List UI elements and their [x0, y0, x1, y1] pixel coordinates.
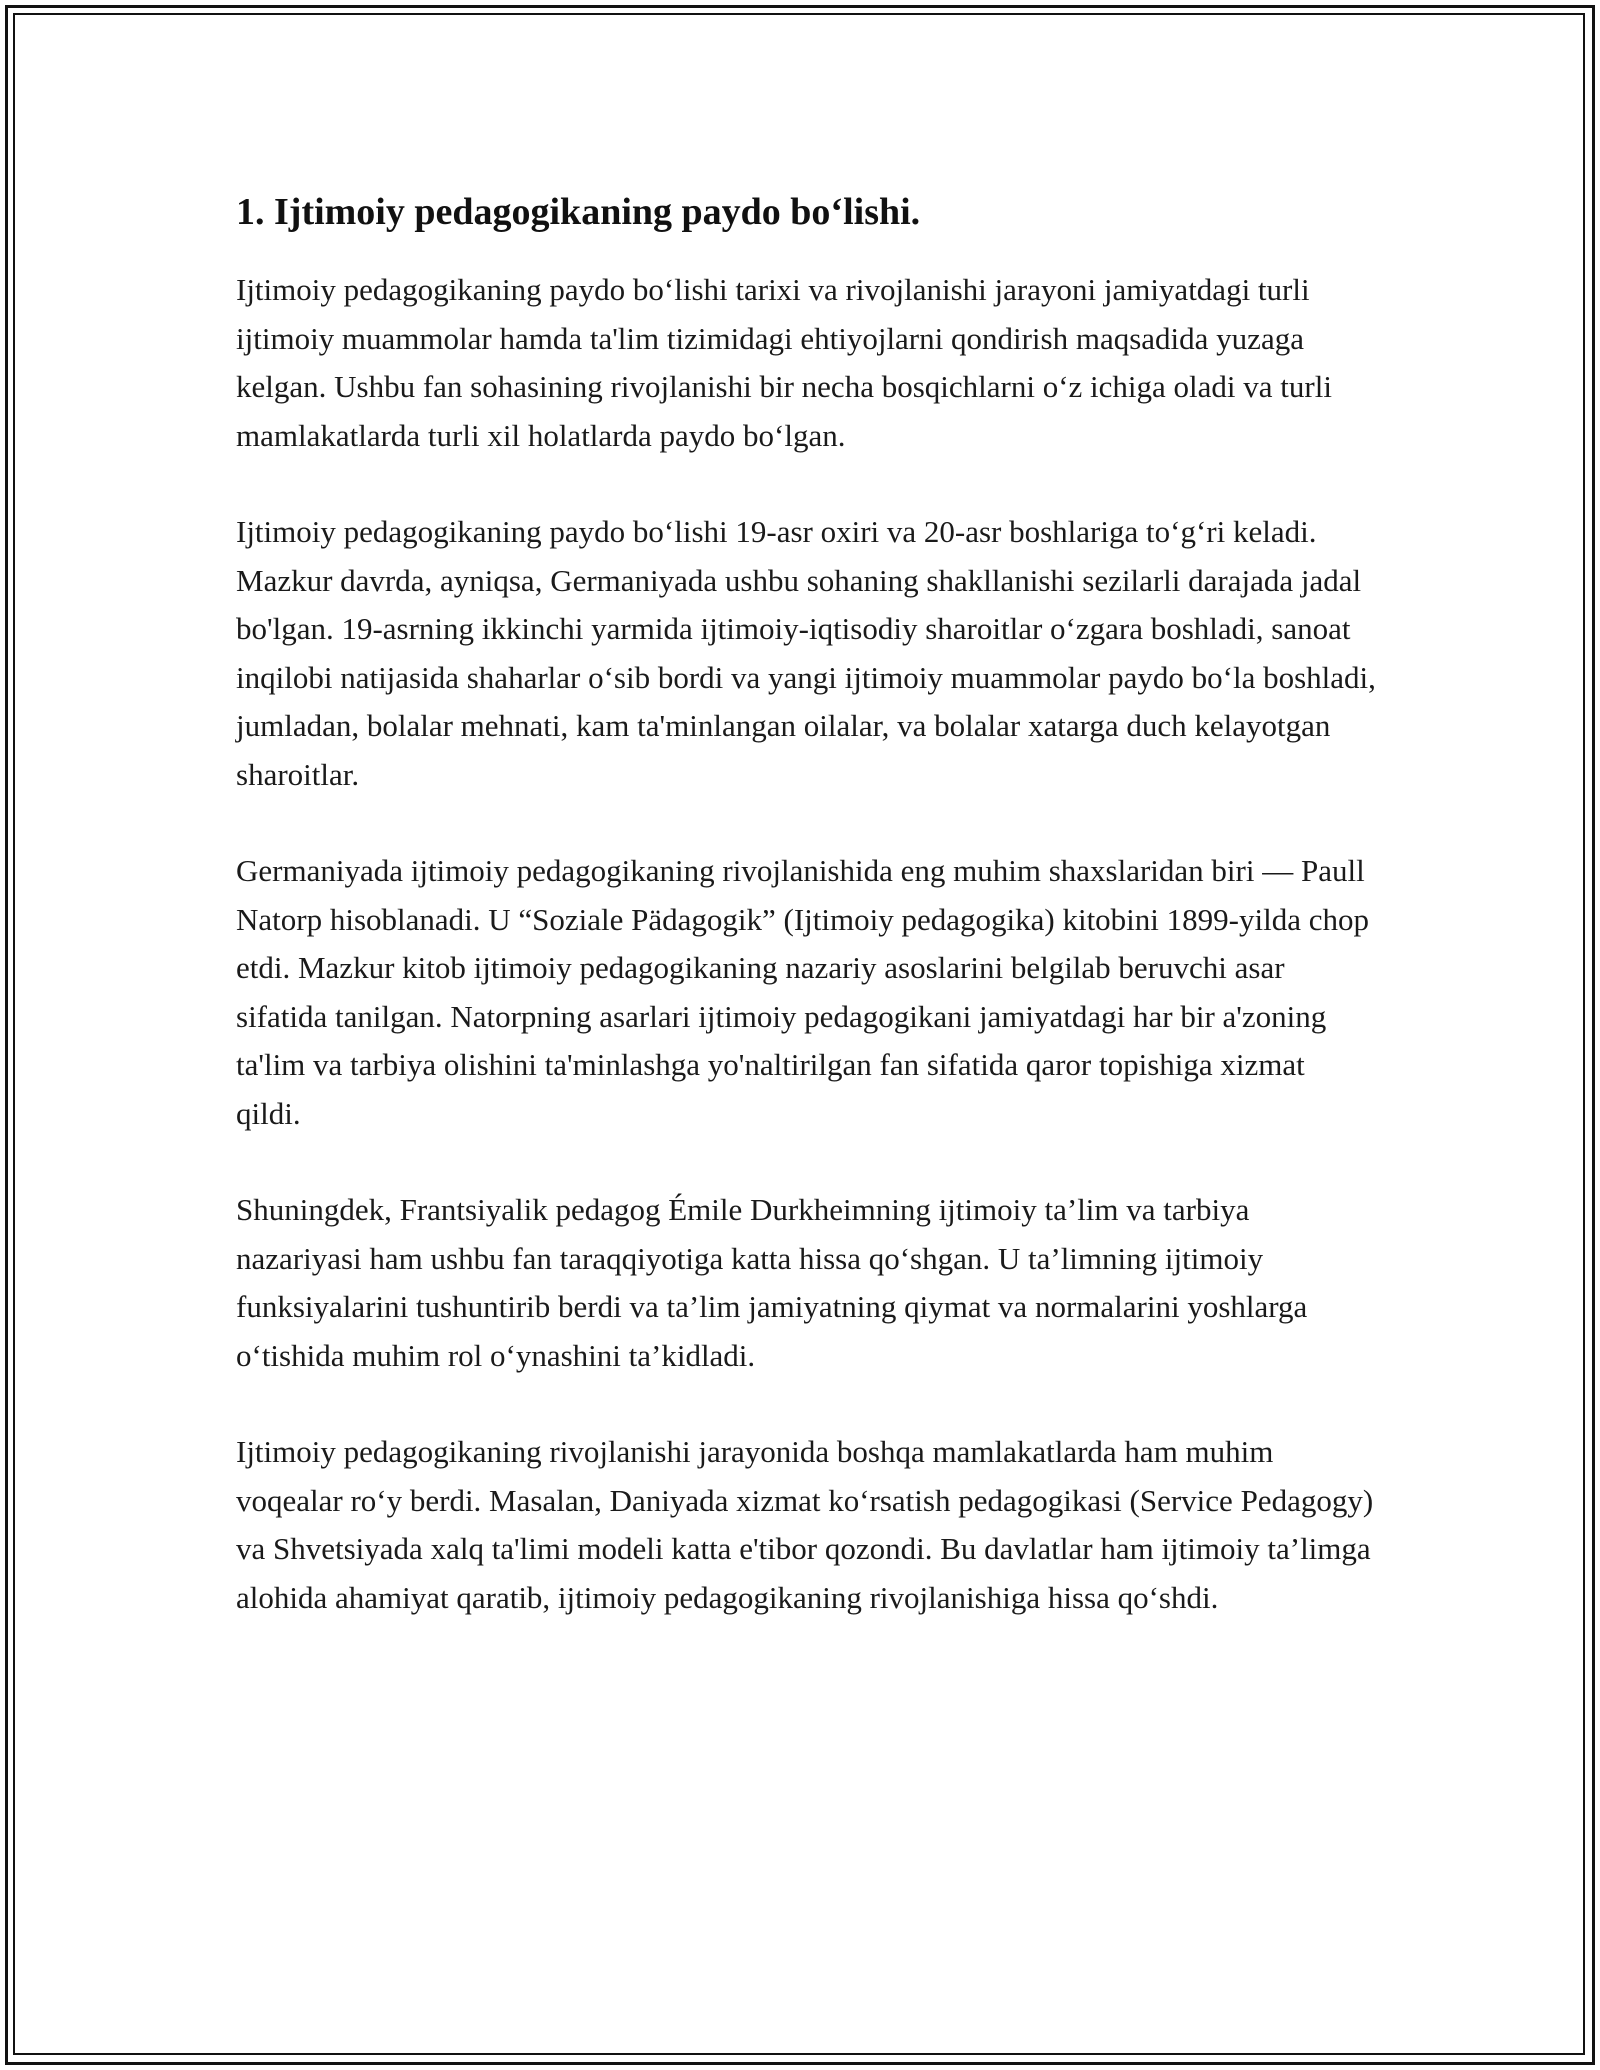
section-heading: 1. Ijtimoiy pedagogikaning paydo bo‘lishi. [236, 191, 921, 233]
paragraph-2: Ijtimoiy pedagogikaning paydo bo‘lishi 19-asr oxiri va 20-asr boshlariga to‘g‘ri keladi. Mazkur davrda, ayniqsa, Germaniyada ushbu sohaning shakllanishi sezilarli darajada jadal bo'lgan. 19-asrning ikkinchi yarmida ijtimoiy-iqtisodiy sharoitlar o‘zgara boshladi, sanoat inqilobi natijasida shaharlar o‘sib bordi va yangi ijtimoiy muammolar paydo bo‘la boshladi, jumladan, bolalar mehnati, kam ta'minlangan oilalar, va bolalar xatarga duch kelayotgan sharoitlar. [236, 514, 1376, 792]
paragraph-5: Ijtimoiy pedagogikaning rivojlanishi jarayonida boshqa mamlakatlarda ham muhim voqealar ro‘y berdi. Masalan, Daniyada xizmat ko‘rsatish pedagogikasi (Service Pedagogy) va Shvetsiyada xalq ta'limi modeli katta e'tibor qozondi. Bu davlatlar ham ijtimoiy ta’limga alohida ahamiyat qaratib, ijtimoiy pedagogikaning rivojlanishiga hissa qo‘shdi. [236, 1434, 1374, 1615]
paragraph-3: Germaniyada ijtimoiy pedagogikaning rivojlanishida eng muhim shaxslaridan biri — Paull Natorp hisoblanadi. U “Soziale Pädagogik” (Ijtimoiy pedagogika) kitobini 1899-yilda chop etdi. Mazkur kitob ijtimoiy pedagogikaning nazariy asoslarini belgilab beruvchi asar sifatida tanilgan. Natorpning asarlari ijtimoiy pedagogikani jamiyatdagi har bir a'zoning ta'lim va tarbiya olishini ta'minlashga yo'naltirilgan fan sifatida qaror topishiga xizmat qildi. [236, 853, 1369, 1131]
document-body [236, 186, 1376, 1670]
paragraph-1: Ijtimoiy pedagogikaning paydo bo‘lishi tarixi va rivojlanishi jarayoni jamiyatdagi turli ijtimoiy muammolar hamda ta'lim tizimidagi ehtiyojlarni qondirish maqsadida yuzaga kelgan. Ushbu fan sohasining rivojlanishi bir necha bosqichlarni o‘z ichiga oladi va turli mamlakatlarda turli xil holatlarda paydo bo‘lgan. [236, 272, 1332, 453]
paragraph-4: Shuningdek, Frantsiyalik pedagog Émile Durkheimning ijtimoiy ta’lim va tarbiya nazariyasi ham ushbu fan taraqqiyotiga katta hissa qo‘shgan. U ta’limning ijtimoiy funksiyalarini tushuntirib berdi va ta’lim jamiyatning qiymat va normalarini yoshlarga o‘tishida muhim rol o‘ynashini ta’kidladi. [236, 1192, 1308, 1373]
